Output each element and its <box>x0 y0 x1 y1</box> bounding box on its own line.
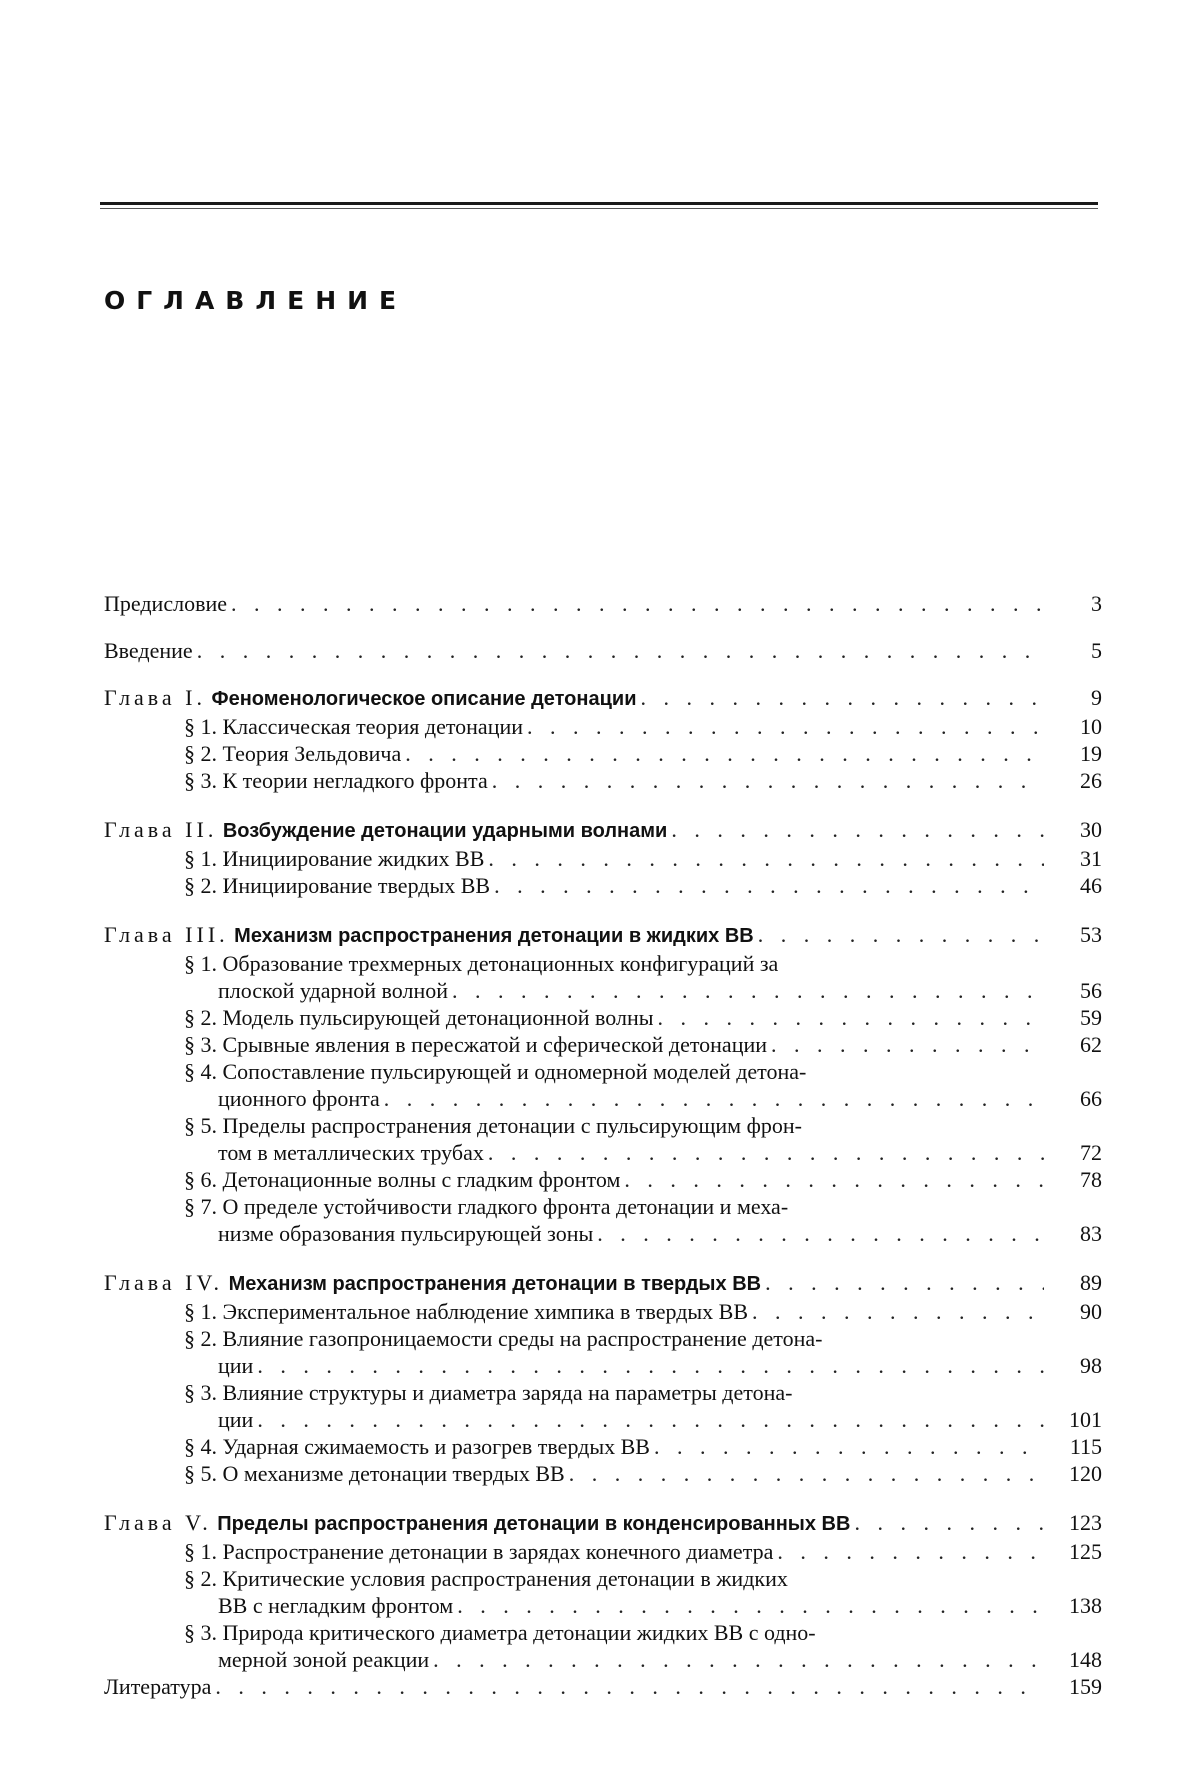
toc-section[interactable] <box>104 767 1102 794</box>
section-number: § 1. <box>184 1299 217 1324</box>
section-title-line1: Влияние структуры и диаметра заряда на параметры детона- <box>222 1380 793 1405</box>
page-number: 120 <box>1069 1461 1102 1486</box>
section-title: Срывные явления в пересжатой и сферической детонации <box>222 1032 768 1057</box>
section-number: § 1. <box>184 846 217 871</box>
section-number: § 5. <box>184 1113 217 1138</box>
page-number: 78 <box>1080 1167 1102 1192</box>
table-of-contents <box>104 590 1102 1700</box>
section-number: § 2. <box>184 1566 217 1591</box>
dot-leader <box>761 1269 1044 1296</box>
chapter-label: Глава II. <box>104 817 218 842</box>
dot-leader <box>253 1406 1044 1433</box>
page-number: 98 <box>1080 1353 1102 1378</box>
page-number: 159 <box>1069 1674 1102 1699</box>
toc-entry-introduction[interactable] <box>104 637 1102 664</box>
page-number: 101 <box>1069 1407 1102 1432</box>
dot-leader <box>748 1298 1044 1325</box>
dot-leader <box>253 1352 1044 1379</box>
toc-section[interactable] <box>104 1058 1102 1112</box>
toc-section[interactable] <box>104 1031 1102 1058</box>
page-number: 125 <box>1069 1539 1102 1564</box>
toc-chapter-3[interactable] <box>104 921 1102 950</box>
toc-section[interactable] <box>104 1379 1102 1433</box>
section-number: § 2. <box>184 1326 217 1351</box>
toc-section[interactable] <box>104 1112 1102 1166</box>
page-number: 26 <box>1080 768 1102 793</box>
dot-leader <box>654 1004 1045 1031</box>
section-number: § 3. <box>184 768 217 793</box>
page-number: 89 <box>1080 1270 1102 1295</box>
dot-leader <box>448 977 1044 1004</box>
page-number: 90 <box>1080 1299 1102 1324</box>
section-title: Экспериментальное наблюдение химпика в твердых ВВ <box>222 1299 749 1324</box>
section-title: Теория Зельдовича <box>222 741 402 766</box>
toc-section[interactable] <box>104 1565 1102 1619</box>
dot-leader <box>429 1646 1044 1673</box>
page-number: 72 <box>1080 1140 1102 1165</box>
toc-section[interactable] <box>104 872 1102 899</box>
section-title-line1: Критические условия распространения детонации в жидких <box>222 1566 788 1591</box>
page-number: 138 <box>1069 1593 1102 1618</box>
dot-leader <box>453 1592 1044 1619</box>
page-number: 66 <box>1080 1086 1102 1111</box>
page-number: 9 <box>1091 685 1102 710</box>
section-number: § 3. <box>184 1032 217 1057</box>
page-number: 19 <box>1080 741 1102 766</box>
section-title-line2: низме образования пульсирующей зоны <box>218 1221 594 1246</box>
dot-leader <box>523 713 1044 740</box>
top-rule-thin <box>100 208 1098 209</box>
section-number: § 3. <box>184 1380 217 1405</box>
dot-leader <box>667 816 1044 843</box>
dot-leader <box>767 1031 1044 1058</box>
page-number: 10 <box>1080 714 1102 739</box>
section-title-line2: ции <box>218 1353 254 1378</box>
toc-section[interactable] <box>104 1538 1102 1565</box>
section-number: § 2. <box>184 873 217 898</box>
page-number: 62 <box>1080 1032 1102 1057</box>
chapter-title: Механизм распространения детонации в твердых ВВ <box>228 1273 762 1295</box>
page-number: 59 <box>1080 1005 1102 1030</box>
toc-section[interactable] <box>104 950 1102 1004</box>
toc-entry-references[interactable] <box>104 1673 1102 1700</box>
chapter-label: Глава IV. <box>104 1270 224 1295</box>
dot-leader <box>401 740 1044 767</box>
toc-chapter-2[interactable] <box>104 816 1102 845</box>
section-title-line2: том в металлических трубах <box>218 1140 484 1165</box>
toc-section[interactable] <box>104 1433 1102 1460</box>
dot-leader <box>593 1220 1044 1247</box>
toc-section[interactable] <box>104 1325 1102 1379</box>
section-title: Ударная сжимаемость и разогрев твердых ВВ <box>222 1434 650 1459</box>
entry-title: Предисловие <box>104 591 227 616</box>
chapter-label: Глава V. <box>104 1510 212 1535</box>
page-number: 148 <box>1069 1647 1102 1672</box>
toc-section[interactable] <box>104 1619 1102 1673</box>
section-number: § 1. <box>184 714 217 739</box>
toc-section[interactable] <box>104 713 1102 740</box>
section-title: О механизме детонации твердых ВВ <box>222 1461 565 1486</box>
section-title-line2: ВВ с негладким фронтом <box>218 1593 454 1618</box>
toc-section[interactable] <box>104 740 1102 767</box>
dot-leader <box>484 1139 1044 1166</box>
dot-leader <box>484 845 1044 872</box>
page-number: 30 <box>1080 817 1102 842</box>
chapter-label: Глава III. <box>104 922 229 947</box>
toc-chapter-5[interactable] <box>104 1509 1102 1538</box>
chapter-title: Механизм распространения детонации в жидких ВВ <box>234 925 754 947</box>
section-number: § 3. <box>184 1620 217 1645</box>
page-number: 56 <box>1080 978 1102 1003</box>
dot-leader <box>193 637 1044 664</box>
section-title: Инициирование жидких ВВ <box>222 846 485 871</box>
dot-leader <box>488 767 1044 794</box>
section-number: § 5. <box>184 1461 217 1486</box>
section-title-line2: ционного фронта <box>218 1086 380 1111</box>
dot-leader <box>637 684 1045 711</box>
section-number: § 2. <box>184 741 217 766</box>
section-title-line1: О пределе устойчивости гладкого фронта детонации и меха- <box>222 1194 789 1219</box>
section-number: § 4. <box>184 1059 217 1084</box>
section-number: § 1. <box>184 1539 217 1564</box>
dot-leader <box>850 1509 1044 1536</box>
section-number: § 7. <box>184 1194 217 1219</box>
page-number: 3 <box>1091 591 1102 616</box>
section-title-line1: Образование трехмерных детонационных конфигураций за <box>222 951 779 976</box>
section-title: Детонационные волны с гладким фронтом <box>222 1167 621 1192</box>
section-title: Модель пульсирующей детонационной волны <box>222 1005 654 1030</box>
chapter-title: Пределы распространения детонации в конденсированных ВВ <box>217 1513 851 1535</box>
dot-leader <box>650 1433 1044 1460</box>
dot-leader <box>490 872 1044 899</box>
chapter-label: Глава I. <box>104 685 206 710</box>
entry-title: Литература <box>104 1674 212 1699</box>
toc-section[interactable] <box>104 1004 1102 1031</box>
toc-section[interactable] <box>104 1298 1102 1325</box>
page-number: 115 <box>1069 1434 1102 1459</box>
toc-section[interactable] <box>104 845 1102 872</box>
section-title-line1: Пределы распространения детонации с пульсирующим фрон- <box>222 1113 802 1138</box>
dot-leader <box>773 1538 1044 1565</box>
entry-title: Введение <box>104 638 193 663</box>
section-title-line1: Влияние газопроницаемости среды на распространение детона- <box>222 1326 823 1351</box>
section-title: Классическая теория детонации <box>222 714 524 739</box>
section-number: § 1. <box>184 951 217 976</box>
toc-chapter-1[interactable] <box>104 684 1102 713</box>
page-number: 5 <box>1091 638 1102 663</box>
section-title: Распространение детонации в зарядах конечного диаметра <box>222 1539 774 1564</box>
dot-leader <box>620 1166 1044 1193</box>
section-number: § 4. <box>184 1434 217 1459</box>
top-rule <box>100 202 1098 205</box>
page-title: ОГЛАВЛЕНИЕ <box>104 286 408 315</box>
chapter-title: Возбуждение детонации ударными волнами <box>222 820 668 842</box>
toc-chapter-4[interactable] <box>104 1269 1102 1298</box>
dot-leader <box>754 921 1044 948</box>
section-title: Инициирование твердых ВВ <box>222 873 491 898</box>
page-number: 53 <box>1080 922 1102 947</box>
dot-leader <box>565 1460 1044 1487</box>
section-title: К теории негладкого фронта <box>222 768 488 793</box>
page-number: 31 <box>1080 846 1102 871</box>
toc-entry-preface[interactable] <box>104 590 1102 617</box>
toc-section[interactable] <box>104 1193 1102 1247</box>
chapter-title: Феноменологическое описание детонации <box>211 688 637 710</box>
section-number: § 6. <box>184 1167 217 1192</box>
section-number: § 2. <box>184 1005 217 1030</box>
dot-leader <box>380 1085 1044 1112</box>
dot-leader <box>211 1673 1044 1700</box>
page-number: 46 <box>1080 873 1102 898</box>
toc-section[interactable] <box>104 1460 1102 1487</box>
section-title-line2: плоской ударной волной <box>218 978 449 1003</box>
section-title-line2: ции <box>218 1407 254 1432</box>
dot-leader <box>227 590 1044 617</box>
section-title-line1: Природа критического диаметра детонации жидких ВВ с одно- <box>222 1620 816 1645</box>
page-number: 83 <box>1080 1221 1102 1246</box>
section-title-line2: мерной зоной реакции <box>218 1647 430 1672</box>
page-number: 123 <box>1069 1510 1102 1535</box>
toc-section[interactable] <box>104 1166 1102 1193</box>
section-title-line1: Сопоставление пульсирующей и одномерной моделей детона- <box>222 1059 807 1084</box>
